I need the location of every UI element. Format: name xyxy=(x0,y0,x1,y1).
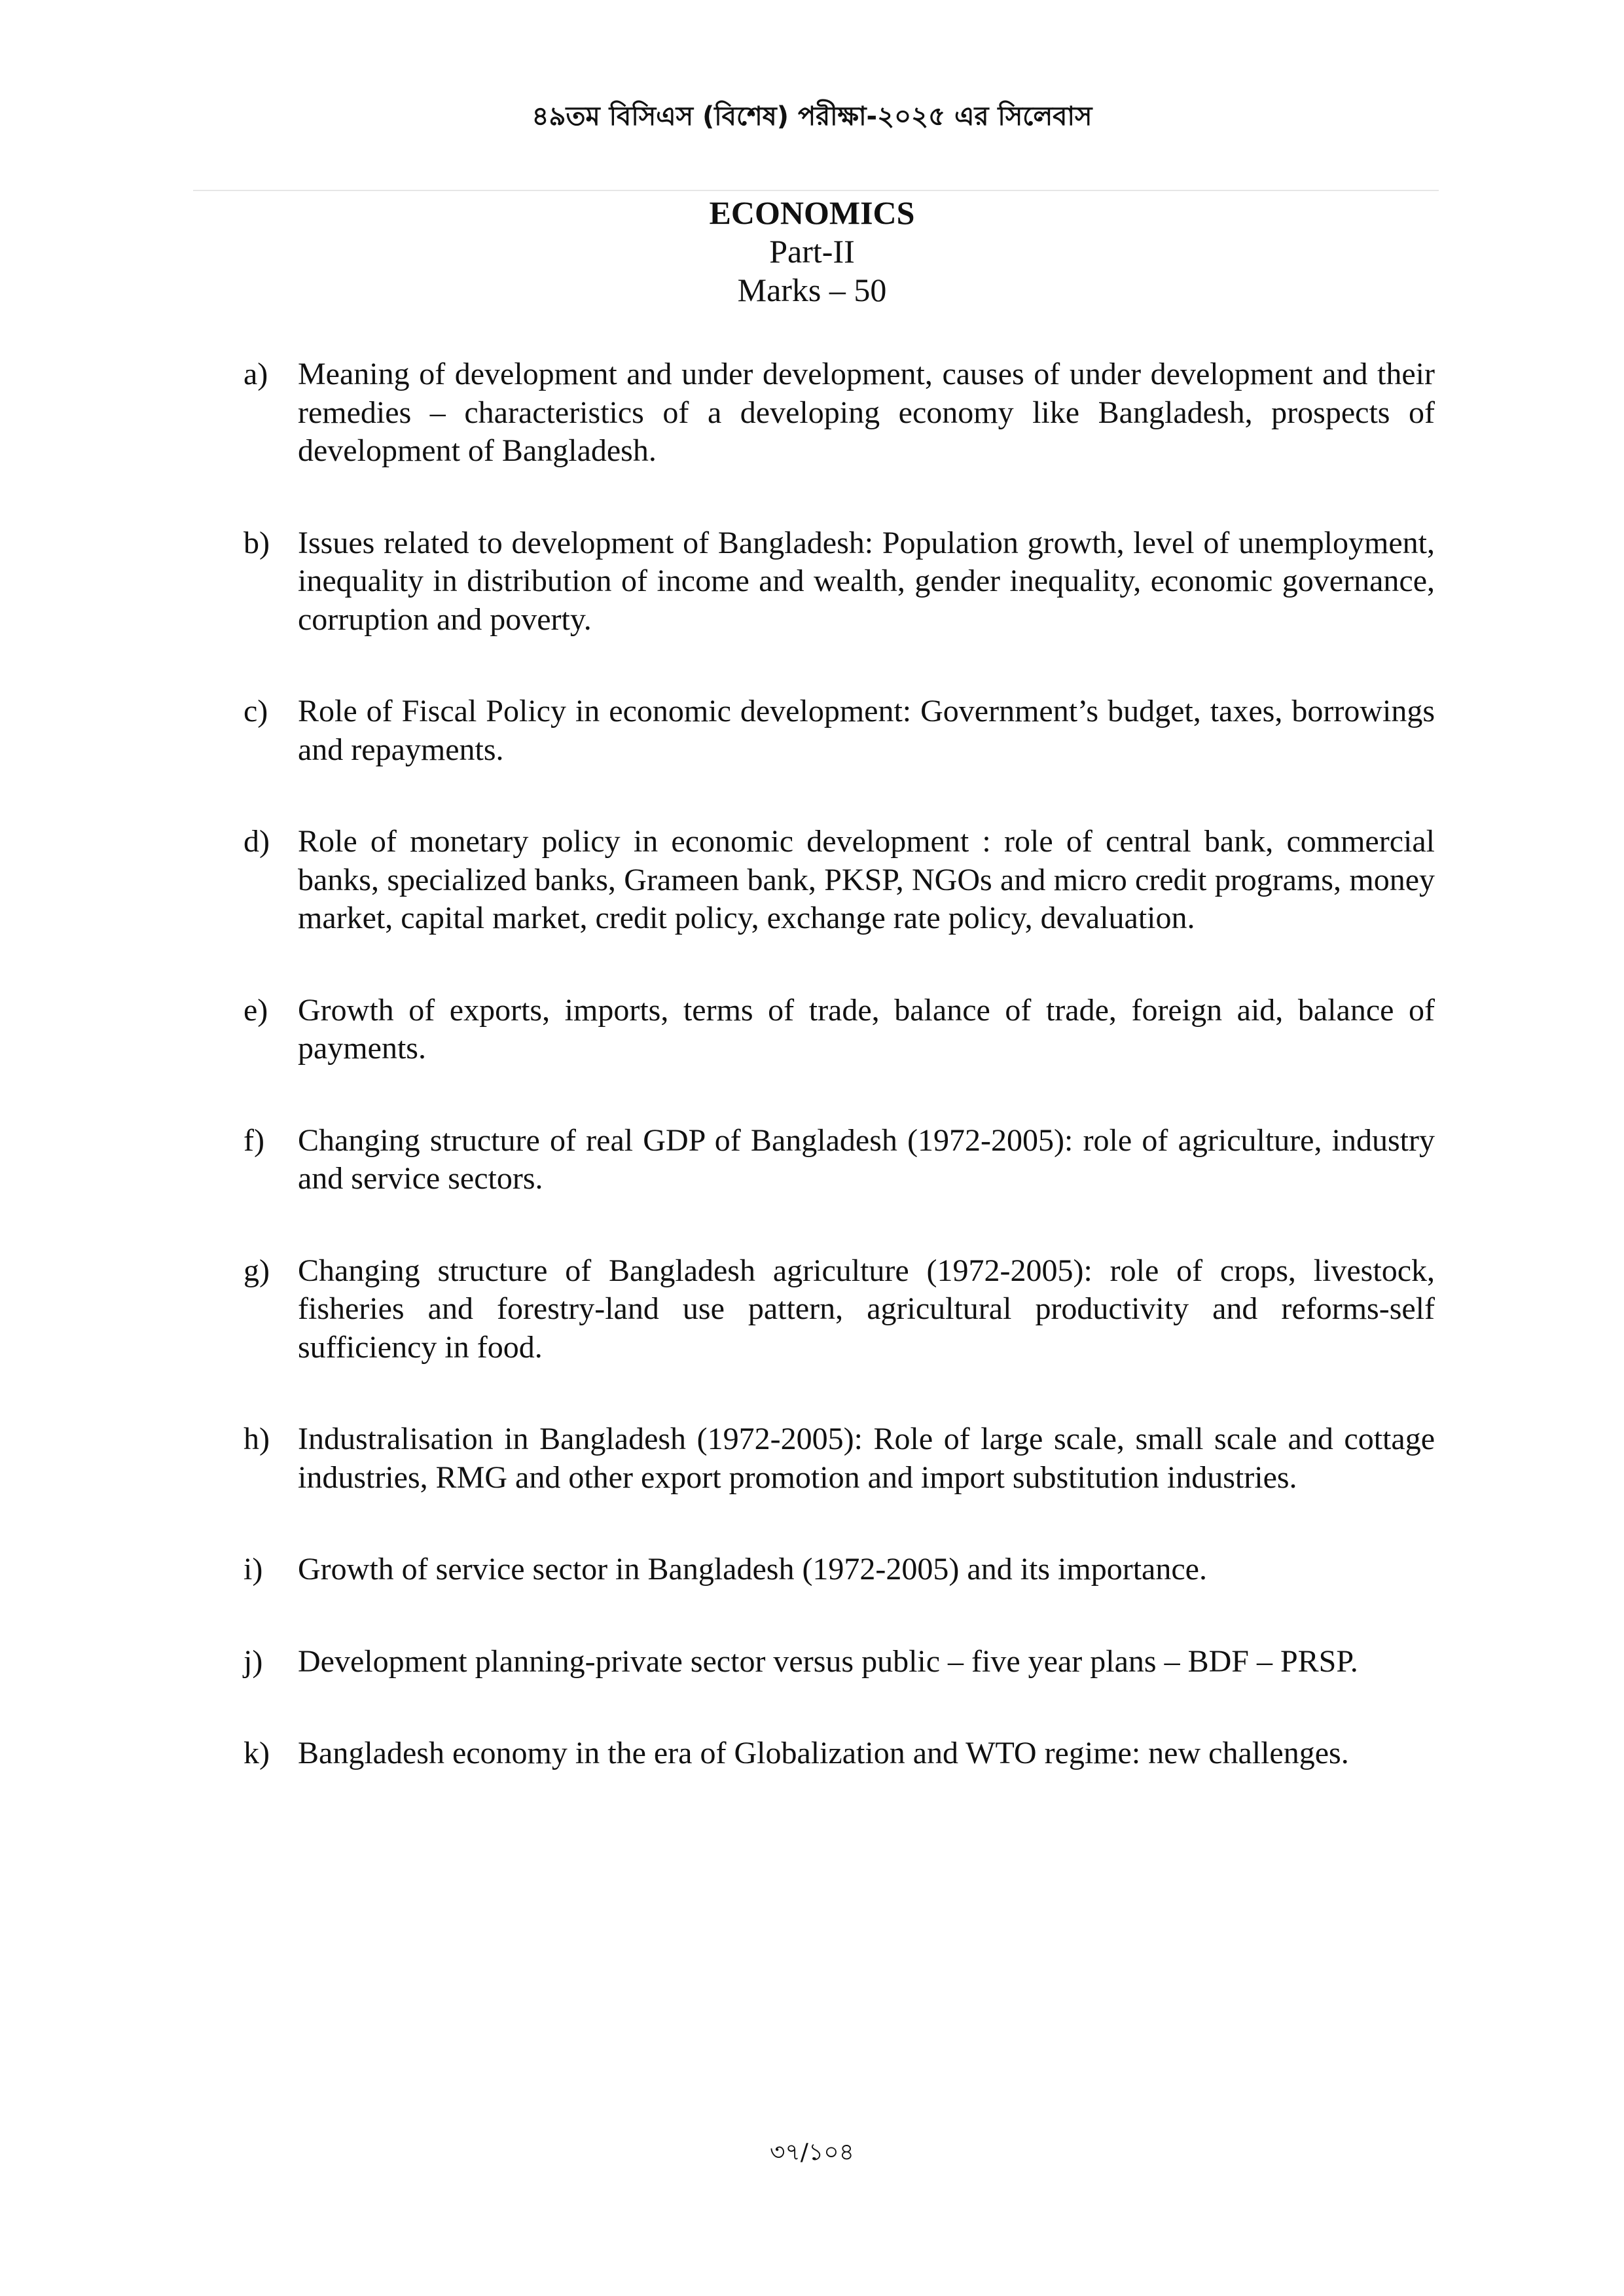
item-text: Changing structure of Bangladesh agriculture (1972-2005): role of crops, livestock, fisheries and forestry-land use pattern, agricultural productivity and reforms-self sufficiency in food. xyxy=(298,1253,1435,1365)
item-label: f) xyxy=(244,1122,264,1158)
part-label: Part-II xyxy=(769,233,855,270)
item-label: e) xyxy=(244,992,268,1028)
item-label: d) xyxy=(244,824,270,859)
item-label: h) xyxy=(244,1422,270,1456)
syllabus-item-j xyxy=(244,1643,1435,1681)
item-text: Industralisation in Bangladesh (1972-2005): Role of large scale, small scale and cottage industries, RMG and other export promotion and import substitution industries. xyxy=(298,1422,1435,1495)
syllabus-item-h xyxy=(244,1420,1435,1497)
item-text: Bangladesh economy in the era of Globalization and WTO regime: new challenges. xyxy=(298,1736,1349,1770)
item-label: j) xyxy=(244,1643,263,1679)
syllabus-item-c xyxy=(244,692,1435,769)
item-label: g) xyxy=(244,1253,270,1288)
running-header: ৪৯তম বিসিএস (বিশেষ) পরীক্ষা-২০২৫ এর সিলেবাস xyxy=(532,101,1092,132)
syllabus-item-k xyxy=(244,1734,1435,1773)
item-label: a) xyxy=(244,357,268,391)
item-text: Role of monetary policy in economic development : role of central bank, commercial banks, specialized banks, Grameen bank, PKSP, NGOs and micro credit programs, money market, capital market, credit policy, exchange rate policy, devaluation. xyxy=(298,824,1435,935)
item-text: Meaning of development and under development, causes of under development and their remedies – characteristics of a developing economy like Bangladesh, prospects of development of Bangladesh. xyxy=(298,357,1435,468)
syllabus-item-d xyxy=(244,823,1435,938)
page-number: ৩৭/১০৪ xyxy=(769,2139,855,2166)
subject-title: ECONOMICS xyxy=(709,194,915,231)
syllabus-item-g xyxy=(244,1252,1435,1367)
syllabus-list xyxy=(244,355,1435,1827)
syllabus-item-b xyxy=(244,524,1435,639)
syllabus-item-e xyxy=(244,992,1435,1068)
item-text: Changing structure of real GDP of Bangladesh (1972-2005): role of agriculture, industry and service sectors. xyxy=(298,1122,1435,1196)
syllabus-item-i xyxy=(244,1551,1435,1589)
item-label: b) xyxy=(244,525,270,560)
syllabus-item-f xyxy=(244,1122,1435,1198)
syllabus-item-a xyxy=(244,355,1435,471)
header-divider xyxy=(193,190,1439,191)
item-label: k) xyxy=(244,1736,270,1770)
marks-label: Marks – 50 xyxy=(737,272,887,308)
title-block xyxy=(0,194,1624,310)
item-text: Growth of exports, imports, terms of trade, balance of trade, foreign aid, balance of payments. xyxy=(298,992,1435,1066)
item-text: Role of Fiscal Policy in economic development: Government’s budget, taxes, borrowings and repayments. xyxy=(298,694,1435,767)
item-text: Growth of service sector in Bangladesh (1972-2005) and its importance. xyxy=(298,1552,1207,1587)
item-text: Issues related to development of Bangladesh: Population growth, level of unemployment, inequality in distribution of income and wealth, gender inequality, economic governance, corruption and poverty. xyxy=(298,525,1435,637)
item-label: c) xyxy=(244,694,268,728)
item-text: Development planning-private sector versus public – five year plans – BDF – PRSP. xyxy=(298,1643,1358,1679)
item-label: i) xyxy=(244,1552,263,1587)
